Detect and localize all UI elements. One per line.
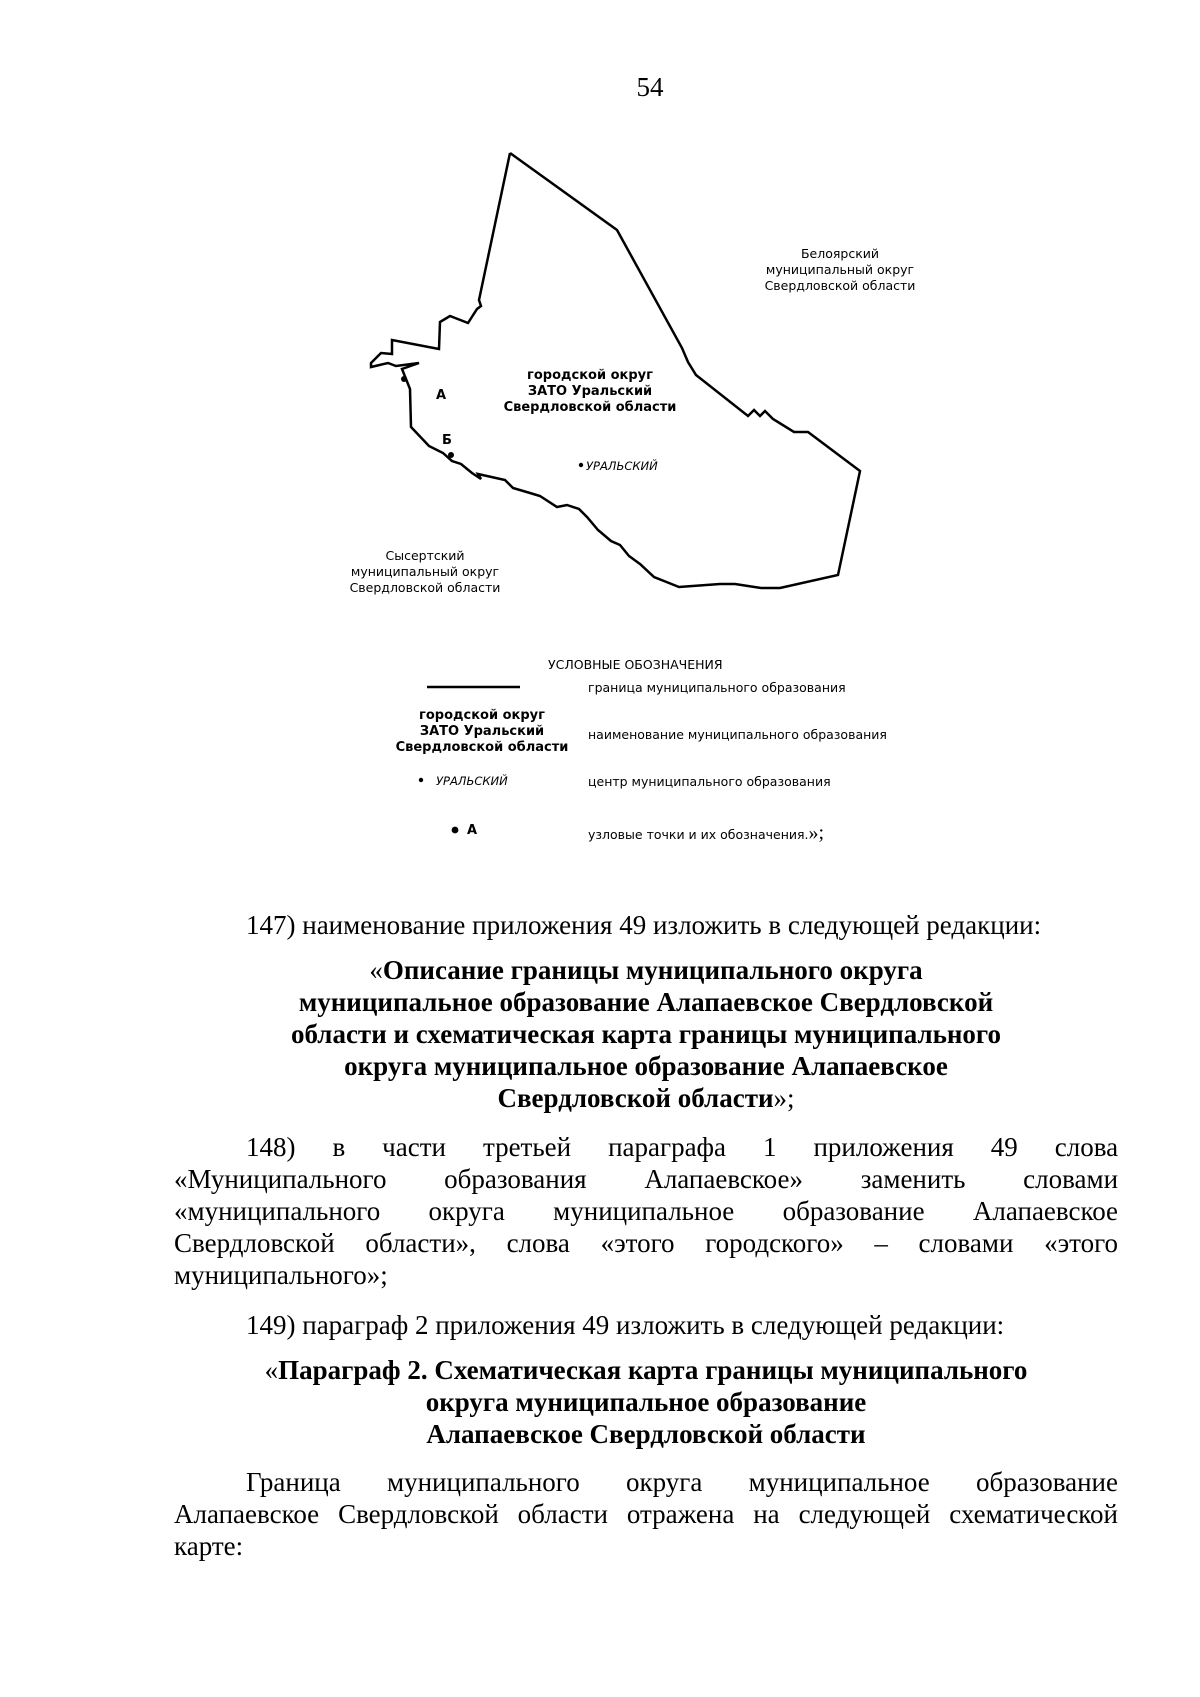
legend-name-text: наименование муниципального образования — [588, 727, 887, 742]
point-b-label: Б — [442, 433, 452, 448]
paragraph-149: 149) параграф 2 приложения 49 изложить в следующей редакции: — [246, 1310, 1005, 1340]
legend-node-label: А — [467, 823, 478, 838]
district-name-label: городской округ ЗАТО Уральский Свердловской области — [503, 368, 677, 415]
heading-149: «Параграф 2. Схематическая карта границы муниципального округа муниципальное образование Алапаевское Свердловской области — [264, 1355, 1028, 1449]
legend-node-dot — [452, 827, 459, 834]
final-paragraph: Граница муниципального округа муниципальное образование Алапаевское Свердловской области отражена на следующей схематической карте: — [174, 1467, 1118, 1561]
center-label: УРАЛЬСКИЙ — [586, 459, 658, 473]
legend-center-label: УРАЛЬСКИЙ — [436, 774, 508, 788]
node-point-a — [401, 376, 407, 382]
legend-boundary-text: граница муниципального образования — [588, 680, 846, 695]
legend-center-dot — [419, 778, 423, 782]
legend-node-text: узловые точки и их обозначения.»; — [588, 822, 825, 844]
legend-center-text: центр муниципального образования — [588, 774, 831, 789]
center-point — [579, 463, 583, 467]
paragraph-147: 147) наименование приложения 49 изложить в следующей редакции: — [246, 910, 1042, 940]
neighbor-beloyarsky-label: Белоярский муниципальный округ Свердловской области — [764, 246, 916, 293]
point-a-label: А — [436, 388, 447, 403]
paragraph-148: 148) в части третьей параграфа 1 приложения 49 слова «Муниципального образования Алапаевское» заменить словами «муниципального округа муниципальное образование Алапаевское Свердловской области», слова «этого городского» – словами «этого муниципального»; — [174, 1132, 1119, 1290]
neighbor-sysertsky-label: Сысертский муниципальный округ Свердловской области — [349, 548, 501, 595]
heading-147: «Описание границы муниципального округа муниципальное образование Алапаевское Свердловской области и схематическая карта границы муниципального округа муниципальное образование Алапаевское Свердловской области»; — [290, 955, 1002, 1113]
legend-title: УСЛОВНЫЕ ОБОЗНАЧЕНИЯ — [548, 657, 723, 672]
page-number: 54 — [636, 72, 664, 102]
node-point-b — [448, 452, 454, 458]
legend-name-symbol: городской округ ЗАТО Уральский Свердловской области — [395, 708, 569, 755]
